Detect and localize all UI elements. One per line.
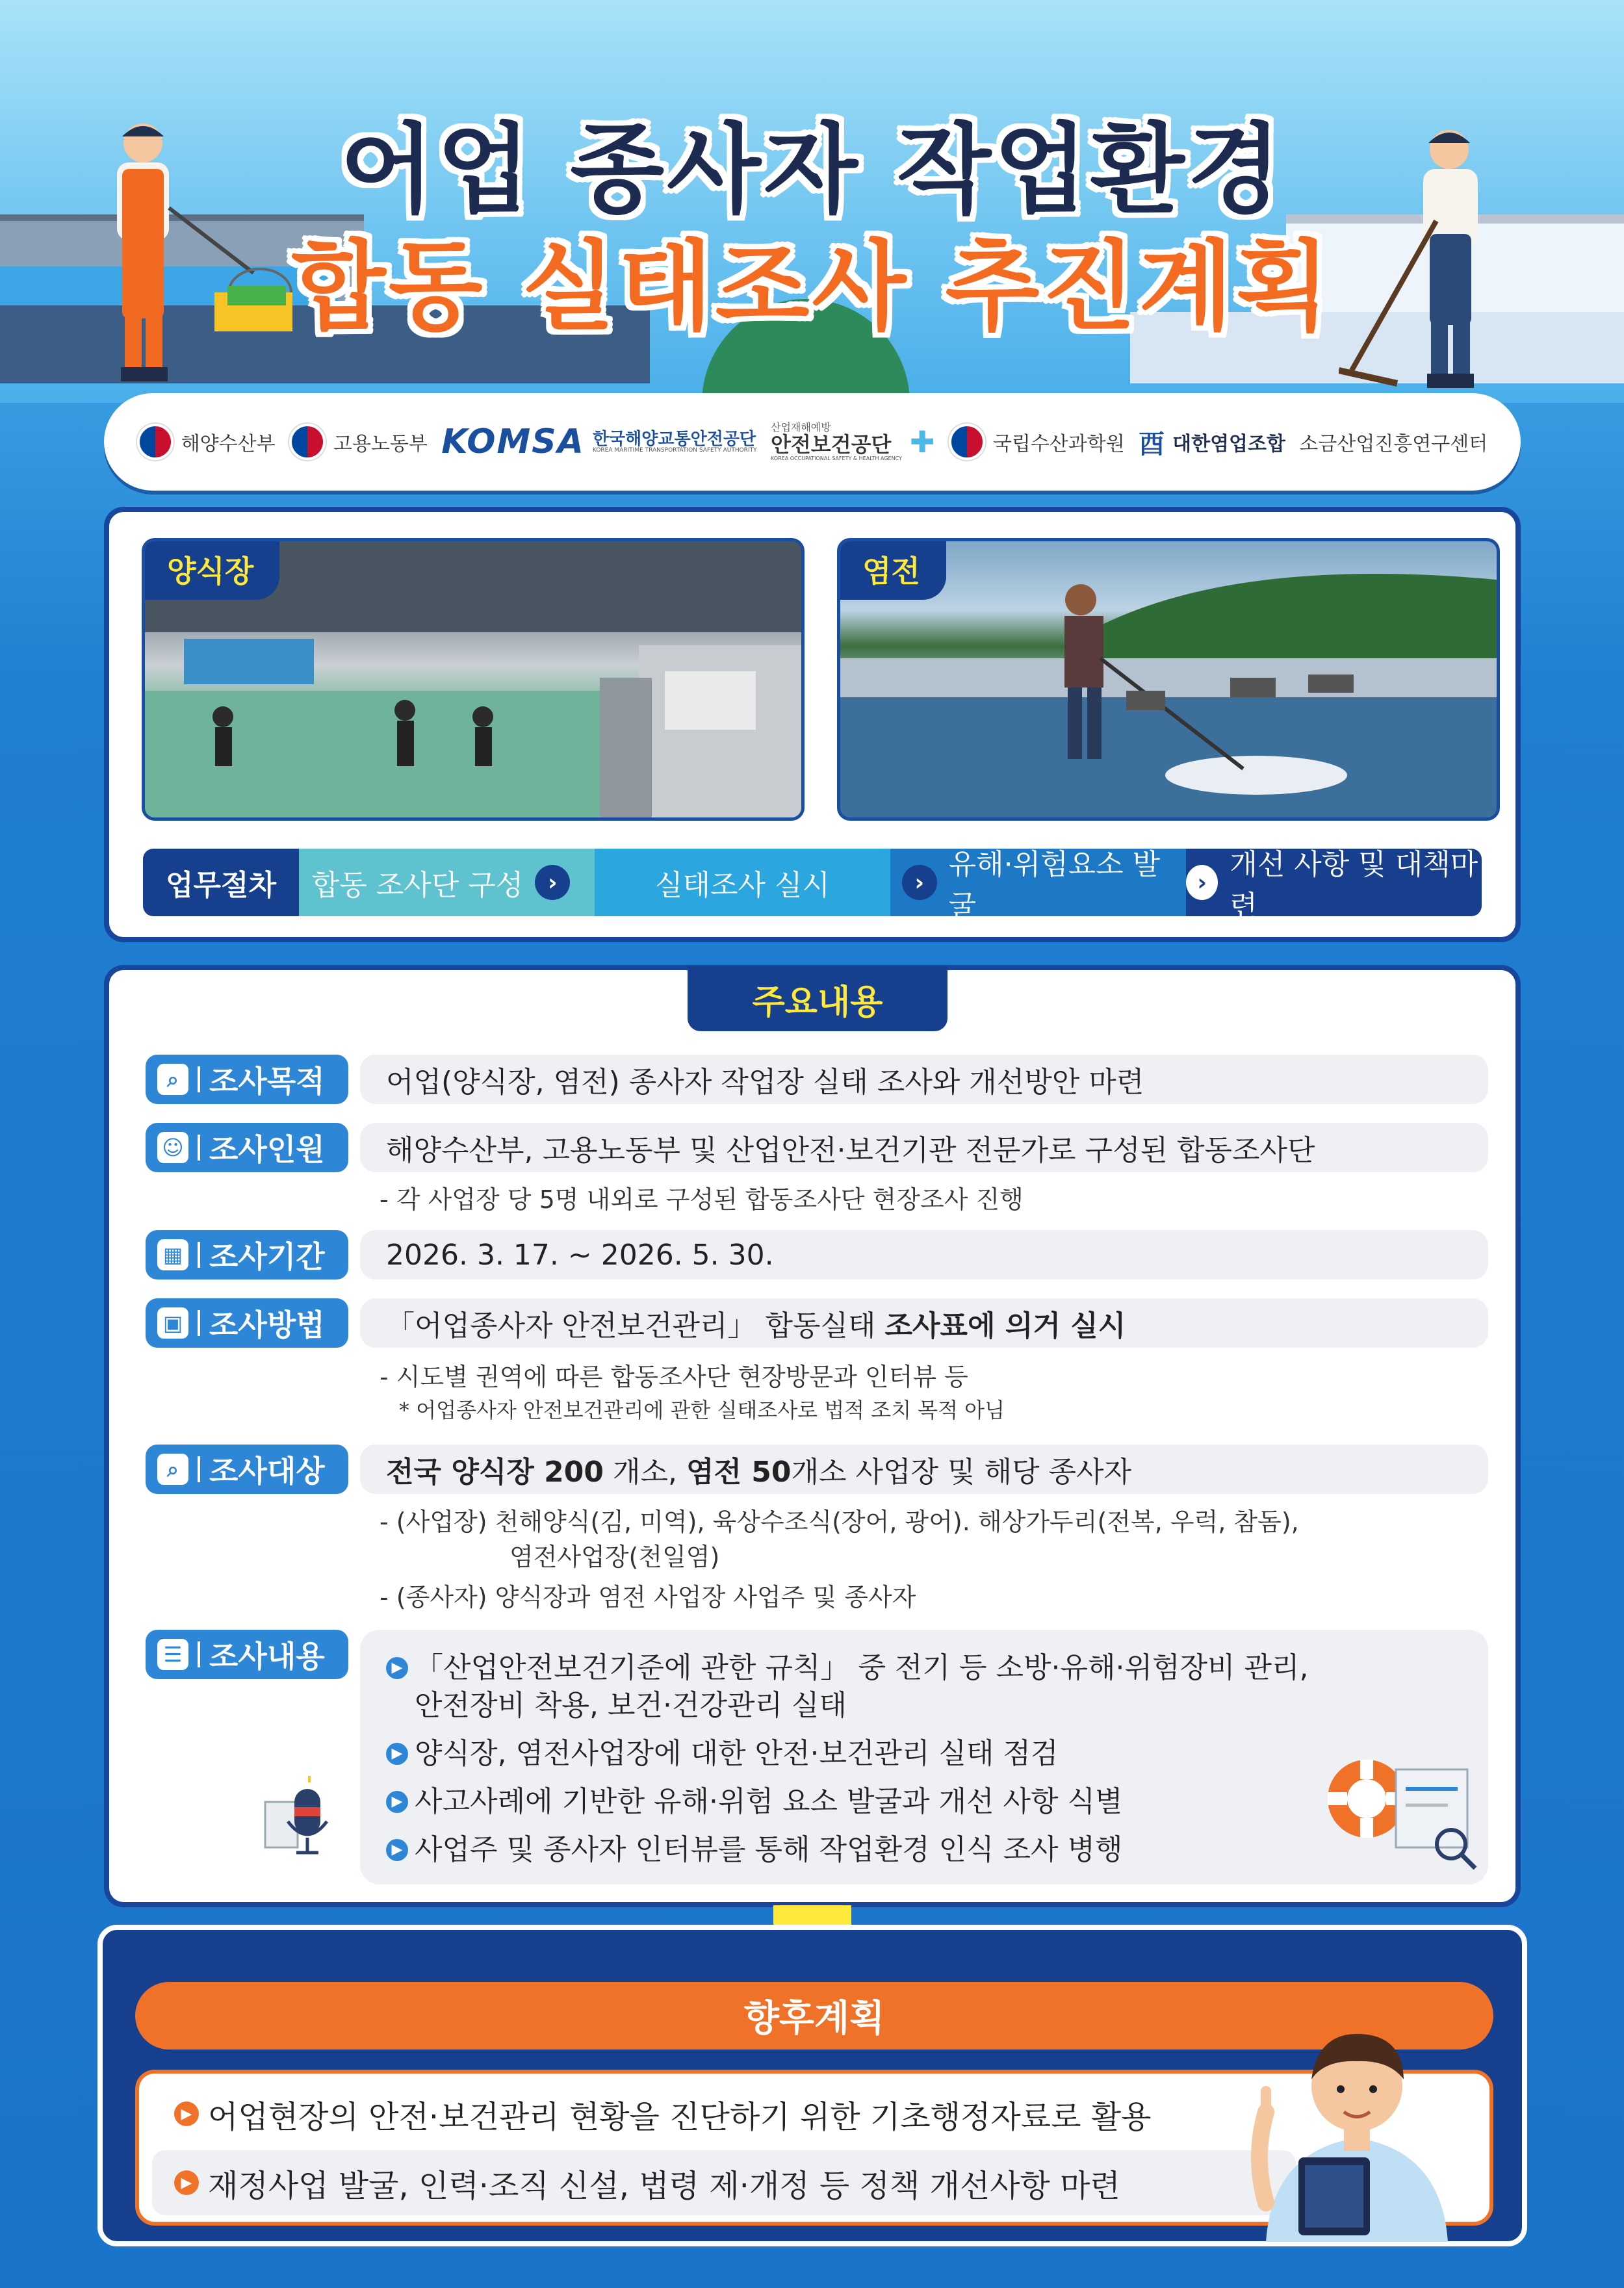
list-item: ▶ 「산업안전보건기준에 관한 규칙」 중 전기 등 소방·유해·위험장비 관리, <box>386 1649 1462 1687</box>
target-detail-workplace-2: 염전사업장(천일염) <box>509 1543 720 1571</box>
procedure-bar <box>143 848 1482 923</box>
list-item: ▶ 어업현장의 안전·보건관리 현황을 진단하기 위한 기초행정자료로 활용 <box>152 2083 1257 2145</box>
personnel-detail: - 각 사업장 당 5명 내외로 구성된 합동조사단 현장조사 진행 <box>380 1185 1024 1214</box>
procedure-label: 업무절차 <box>143 849 299 916</box>
fish-farm-photo <box>142 538 805 821</box>
chevron-right-icon: › <box>535 865 570 900</box>
list-item-continued: 안전장비 착용, 보건·건강관리 실태 <box>415 1689 847 1722</box>
salt-field-tag: 염전 <box>840 541 946 600</box>
main-content-header: 주요내용 <box>688 966 947 1031</box>
title-line-1: 어업 종사자 작업환경 <box>340 114 1284 227</box>
bullet-arrow-icon: ▶ <box>174 2102 199 2126</box>
logo-kosha: 산업재해예방 안전보건공단 KOREA OCCUPATIONAL SAFETY & HEALTH AGENCY ✚ <box>770 421 935 461</box>
list-item: ▶ 사고사례에 기반한 유해·위험 요소 발굴과 개선 사항 식별 <box>386 1783 1462 1821</box>
logo-komsa: KOMSA 한국해양교통안전공단 KOREA MARITIME TRANSPORTATION SAFETY AUTHORITY <box>441 422 757 461</box>
microphone-icon <box>259 1776 343 1860</box>
main-content-panel: 주요내용 ⌕ 조사목적 어업(양식장, 염전) 종사자 작업장 실태 조사와 개선방안 마련 ☺ 조사인원 해양수산부, 고용노동부 및 산업안전·보건기관 전문가로 구성된 합동조사단 - 각 사업장 당 5명 내외로 구성된 합동조사단 현장조사 진행 ▦ 조사기간 2026. 3. 17. ~ 2026. 5. 30. ▣ 조사방법 「어업종사자 안전보건관리」 합동실태 조사표에 의거 실시 - 시도별 권역에 따른 합동조사단 현장방문과 인터뷰 등 * 어업종사자 안전보건관리에 관한 실태조사로 법적 조치 목적 아님 ⌕ 조사대상 전국 양식장 200 개소, 염전 50 개소 사업장 및 해당 종사자 - (사업장) 천해양식(김, 미역), 육상수조식(장어, 광어). 해상가두리(전복, 우럭, 참돔), 염전사업장(천일염) - (종사자) 양식장과 염전 사업장 사업주 및 종사자 ☰ 조사내용 ▶ 「산업안전보건기준에 관한 규칙」 중 전기 등 소방·유해·위험장비 관리, 안전장비 착용, 보건·건강관리 실태 ▶ 양식장, 염전사업장에 대한 안전·보건관리 실태 점검 ▶ 사고사례에 기반한 유해·위험 요소 발굴과 개선 사항 식별 ▶ 사업주 및 종사자 인터뷰를 통해 작업환경 인식 조사 병행 <box>104 965 1521 1907</box>
taegeuk-icon <box>289 424 326 460</box>
bullet-arrow-icon: ▶ <box>386 1791 408 1813</box>
bullet-arrow-icon: ▶ <box>386 1839 408 1861</box>
calendar-icon: ▦ <box>157 1239 188 1270</box>
chevron-right-icon: › <box>902 865 937 900</box>
logo-moel: 고용노동부 <box>289 424 428 460</box>
procedure-step-2: 실태조사 실시 <box>595 849 890 916</box>
procedure-step-4: › 개선 사항 및 대책마련 <box>1186 849 1482 916</box>
logo-salt-union: ⾣ 대한염업조합 <box>1139 424 1285 461</box>
future-plan-header: 향후계획 <box>135 1982 1493 2050</box>
chevron-right-icon: › <box>1186 865 1218 900</box>
clipboard-icon: ☰ <box>157 1639 188 1670</box>
taegeuk-icon <box>949 424 985 460</box>
list-item: ▶ 양식장, 염전사업장에 대한 안전·보건관리 실태 점검 <box>386 1735 1462 1773</box>
salt-field-photo <box>837 538 1500 821</box>
list-item: ▶ 사업주 및 종사자 인터뷰를 통해 작업환경 인식 조사 병행 <box>386 1831 1462 1869</box>
method-detail: - 시도별 권역에 따른 합동조사단 현장방문과 인터뷰 등 <box>380 1363 968 1391</box>
target-detail-workplace: - (사업장) 천해양식(김, 미역), 육상수조식(장어, 광어). 해상가두리(전복, 우럭, 참돔), <box>380 1508 1299 1536</box>
salt-union-emblem-icon: ⾣ <box>1139 429 1165 459</box>
partner-logos <box>104 393 1521 491</box>
logo-nifs: 국립수산과학원 <box>949 424 1125 460</box>
bullet-arrow-icon: ▶ <box>386 1743 408 1765</box>
presenter-illustration <box>1227 1988 1487 2242</box>
procedure-step-3: › 유해·위험요소 발굴 <box>890 849 1186 916</box>
people-icon: ☺ <box>157 1132 188 1163</box>
target-detail-workers: - (종사자) 양식장과 염전 사업장 사업주 및 종사자 <box>380 1583 916 1612</box>
bullet-arrow-icon: ▶ <box>174 2170 199 2195</box>
plus-cross-icon: ✚ <box>909 424 935 459</box>
briefcase-icon: ▣ <box>157 1307 188 1339</box>
list-item: ▶ 재정사업 발굴, 인력·조직 신설, 법령 제·개정 등 정책 개선사항 마련 <box>152 2152 1257 2214</box>
lifebuoy-icon <box>1318 1750 1480 1873</box>
future-plan-panel <box>97 1925 1527 2246</box>
magnifier-icon: ⌕ <box>157 1064 188 1095</box>
logo-salt-center: 소금산업진흥연구센터 <box>1299 433 1488 456</box>
search-icon: ⌕ <box>157 1454 188 1485</box>
title-line-2: 합동 실태조사 추진계획 <box>291 231 1333 344</box>
header-banner <box>0 0 1624 403</box>
taegeuk-icon <box>137 424 174 460</box>
photo-panel <box>104 507 1521 942</box>
bullet-arrow-icon: ▶ <box>386 1657 408 1679</box>
logo-mof: 해양수산부 <box>137 424 276 460</box>
method-note: * 어업종사자 안전보건관리에 관한 실태조사로 법적 조치 목적 아님 <box>399 1398 1005 1422</box>
procedure-step-1: 합동 조사단 구성 › <box>299 849 595 916</box>
fish-farm-tag: 양식장 <box>145 541 279 600</box>
